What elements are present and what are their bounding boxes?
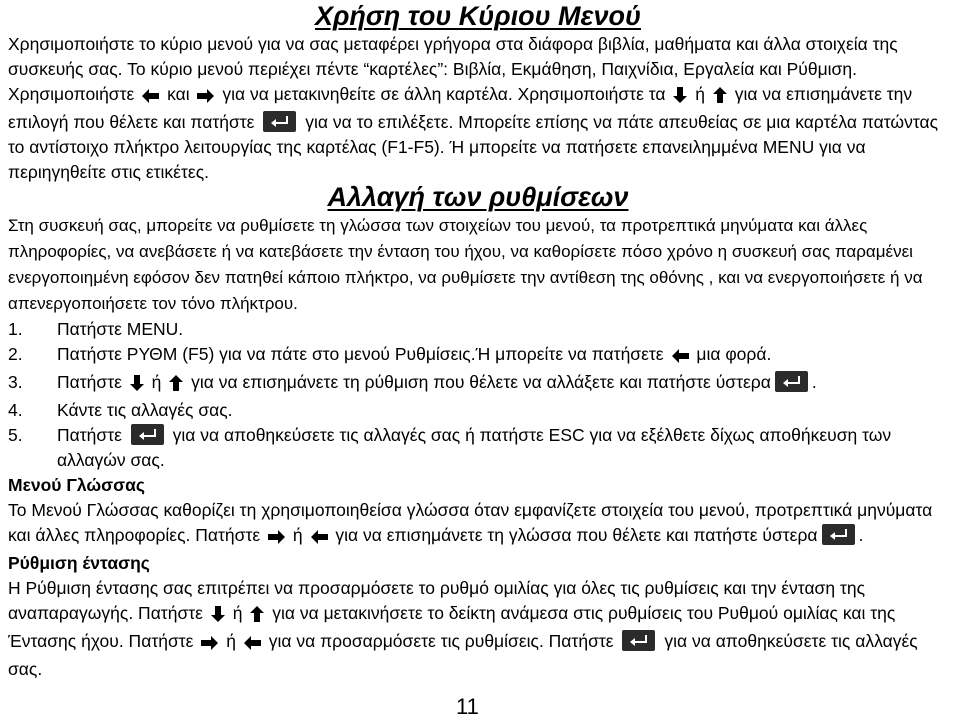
text-run: ή (226, 631, 236, 651)
list-item (8, 317, 948, 342)
text-run: μια φορά. (696, 344, 772, 364)
text-run: ή (232, 603, 243, 623)
step-number: 5. (8, 425, 23, 445)
page-number: 11 (456, 694, 479, 719)
section-title-settings: Αλλαγή των ρυθμίσεων (327, 182, 629, 212)
text-run: για να αποθηκεύσετε τις αλλαγές σας. (8, 631, 918, 679)
text-run: ή (151, 372, 162, 392)
language-paragraph (8, 498, 948, 551)
right-arrow-icon (268, 526, 285, 551)
volume-paragraph (8, 576, 948, 682)
settings-intro: Στη συσκευή σας, μπορείτε να ρυθμίσετε τη γλώσσα των στοιχείων του μενού, τα προτρεπτικά μηνύματα και άλλες πληροφορίες, να ανεβάσετε ή να κατεβάσετε την ένταση του ήχου, να καθορίσετε πόσο χρόνο η συσκευή σας παραμένει ενεργοποιημένη εφόσον δεν πατηθεί κάποιο πλήκτρο, να ρυθμίσετε την αντίθεση της οθόνης , και να ενεργοποιήσετε ή να απενεργοποιήσετε τον τόνο πλήκτρου. (8, 216, 923, 313)
left-arrow-icon (672, 345, 689, 370)
text-run: Κάντε τις αλλαγές σας. (57, 400, 233, 420)
text-run: για να επισημάνετε τη ρύθμιση που θέλετε να αλλάξετε και πατήστε ύστερα (191, 372, 771, 392)
settings-steps (8, 317, 948, 473)
text-run: ή (695, 84, 706, 104)
text-run: για να το επιλέξετε. Μπορείτε επίσης να πάτε απευθείας σε μια καρτέλα πατώντας το αντίστοιχο πλήκτρο λειτουργίας της καρτέλας (F1-F5). Ή μπορείτε να πατήσετε επανειλημμένα MENU για να περιηγηθείτε στις ετικέτες. (8, 112, 939, 182)
text-run: Η Ρύθμιση έντασης σας επιτρέπει να προσαρμόσετε το ρυθμό ομιλίας για όλες τις ρυθμίσεις και την ένταση της αναπαραγωγής. Πατήστε (8, 578, 866, 623)
up-arrow-icon (250, 604, 264, 629)
text-run: για να μετακινηθείτε σε άλλη καρτέλα. Χρησιμοποιήστε τα (222, 84, 666, 104)
step-text (57, 370, 948, 398)
text-run: . (858, 525, 864, 545)
step-number: 4. (8, 400, 23, 420)
list-item (8, 370, 948, 398)
left-arrow-icon (142, 85, 159, 110)
step-text (57, 398, 948, 423)
enter-key-icon (263, 111, 296, 132)
text-run: για να αποθηκεύσετε τις αλλαγές σας ή πατήστε ESC για να εξέλθετε δίχως αποθήκευση των αλλαγών σας. (57, 425, 892, 470)
text-run: Πατήστε MENU. (57, 319, 184, 339)
step-text (57, 317, 948, 342)
heading-language-menu: Μενού Γλώσσας (8, 475, 145, 495)
text-run: για να μετακινήσετε το δείκτη ανάμεσα στις ρυθμίσεις του Ρυθμού ομιλίας και της Έντασης ήχου. Πατήστε (8, 603, 896, 651)
up-arrow-icon (169, 373, 183, 398)
enter-key-icon (775, 371, 808, 392)
step-text (57, 342, 948, 370)
right-arrow-icon (197, 85, 214, 110)
step-number: 1. (8, 319, 23, 339)
list-item (8, 423, 948, 473)
step-number: 2. (8, 344, 23, 364)
text-run: για να επισημάνετε την επιλογή που θέλετε και πατήστε (8, 84, 913, 132)
enter-key-icon (822, 524, 855, 545)
text-run: Πατήστε (57, 372, 122, 392)
list-item (8, 342, 948, 370)
text-run: . (811, 372, 817, 392)
text-run: για να προσαρμόσετε τις ρυθμίσεις. Πατήστε (268, 631, 614, 651)
list-item (8, 398, 948, 423)
enter-key-icon (131, 424, 164, 445)
text-run: και (167, 84, 190, 104)
text-run: Χρησιμοποιήστε το κύριο μενού για να σας μεταφέρει γρήγορα στα διάφορα βιβλία, μαθήματα και άλλα στοιχεία της συσκευής σας. Το κύριο μενού περιέχει πέντε “καρτέλες”: Βιβλία, Εκμάθηση, Παιχνίδια, Εργαλεία και Ρύθμιση. Χρησιμοποιήστε (8, 34, 898, 104)
text-run: για να επισημάνετε τη γλώσσα που θέλετε και πατήστε ύστερα (335, 525, 818, 545)
down-arrow-icon (673, 85, 687, 110)
left-arrow-icon (244, 632, 261, 657)
right-arrow-icon (201, 632, 218, 657)
section-title-main-menu: Χρήση του Κύριου Μενού (315, 1, 641, 31)
text-run: Πατήστε ΡΥΘΜ (F5) για να πάτε στο μενού Ρυθμίσεις.Ή μπορείτε να πατήσετε (57, 344, 664, 364)
text-run: ή (292, 525, 303, 545)
main-menu-paragraph (8, 32, 948, 185)
text-run: Το Μενού Γλώσσας καθορίζει τη χρησιμοποιηθείσα γλώσσα όταν εμφανίζετε στοιχεία του μενού, προτρεπτικά μηνύματα και άλλες πληροφορίες. Πατήστε (8, 500, 933, 545)
text-run: Πατήστε (57, 425, 122, 445)
down-arrow-icon (130, 373, 144, 398)
step-number: 3. (8, 372, 23, 392)
enter-key-icon (622, 630, 655, 651)
down-arrow-icon (211, 604, 225, 629)
heading-volume-setting: Ρύθμιση έντασης (8, 553, 150, 573)
left-arrow-icon (311, 526, 328, 551)
up-arrow-icon (713, 85, 727, 110)
step-text (57, 423, 948, 473)
